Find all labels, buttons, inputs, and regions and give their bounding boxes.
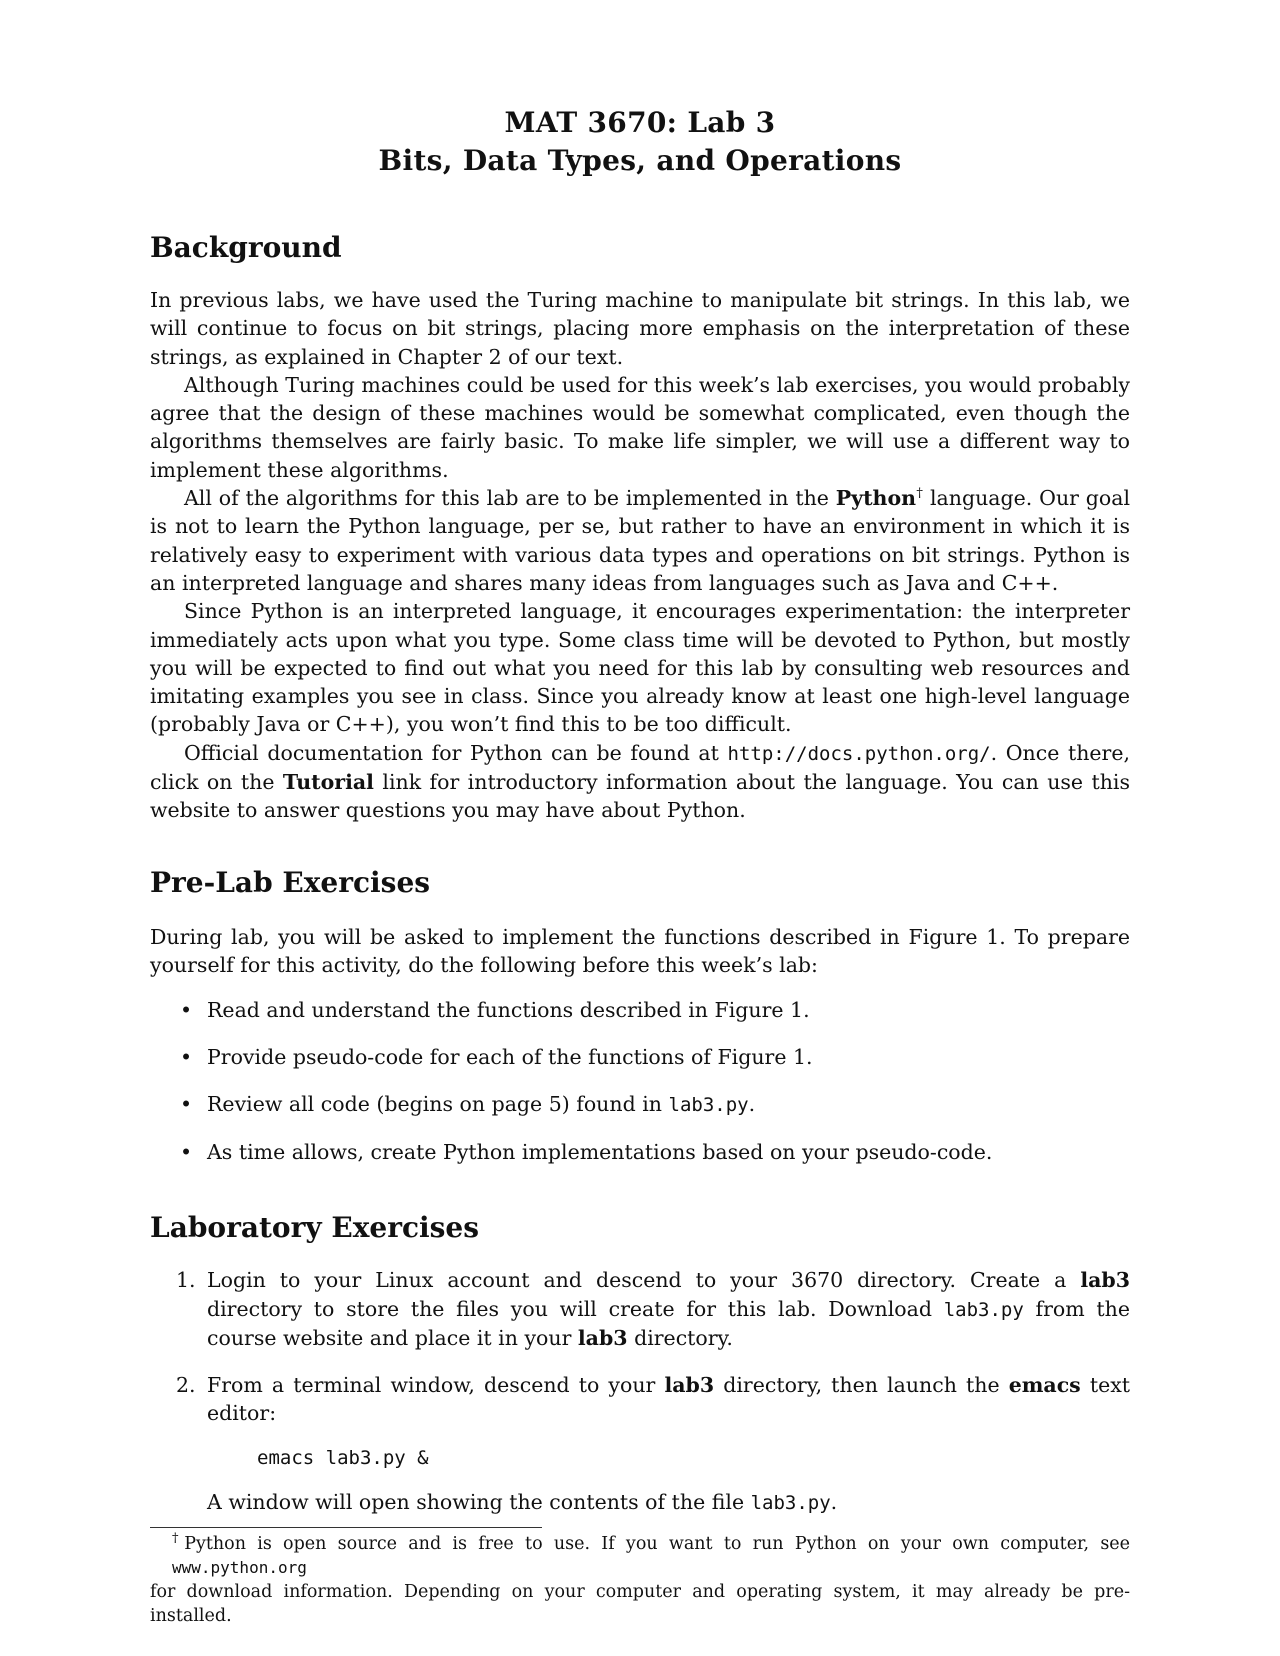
- python-term: Python: [835, 486, 917, 511]
- footnote: †Python is open source and is free to use. If you want to run Python on your own computer, see www.python.org for download information. Depending on your computer and operating system, it may already be pre-installed.: [150, 1531, 1131, 1626]
- prelab-heading: Pre-Lab Exercises: [150, 865, 431, 899]
- laboratory-steps: [150, 1266, 1130, 1517]
- step-1: 1. Login to your Linux account and descend to your 3670 directory. Create a lab3 directory to store the files you will create for this lab. Download lab3.py from the course website and place it in your lab3 directory.: [176, 1268, 1130, 1350]
- docs-url-link[interactable]: http://docs.python.org/: [727, 742, 991, 765]
- step-number: 1.: [176, 1268, 196, 1293]
- background-paragraph-2: Although Turing machines could be used for this week’s lab exercises, you would probably agree that the design of these machines would be somewhat complicated, even though the algorithms themselves are fairly basic. To make life simpler, we will use a different way to implement these algorithms.: [150, 372, 1130, 482]
- prelab-intro: During lab, you will be asked to implement the functions described in Figure 1. To prepare yourself for this activity, do the following before this week’s lab:: [150, 924, 1130, 977]
- filename-code: lab3.py: [668, 1094, 749, 1117]
- document-page: [150, 0, 1130, 1517]
- tutorial-term: Tutorial: [282, 770, 374, 795]
- background-paragraph-3: All of the algorithms for this lab are to be implemented in the Python† language. Our goal is not to learn the Python language, per se, but rather to have an environment in which it is relatively easy to experiment with various data types and operations on bit strings. Python is an interpreted language and shares many ideas from languages such as Java and C++.: [150, 486, 1131, 595]
- python-org-link[interactable]: www.python.org: [172, 1558, 307, 1577]
- background-paragraph-5: Official documentation for Python can be found at http://docs.python.org/. Once there, click on the Tutorial link for introductory information about the language. You can use this website to answer questions you may have about Python.: [150, 740, 1131, 823]
- background-paragraph-4: Since Python is an interpreted language, it encourages experimentation: the interpreter immediately acts upon what you type. Some class time will be devoted to Python, but mostly you will be expected to find out what you need for this lab by consulting web resources and imitating examples you see in class. Since you already know at least one high-level language (probably Java or C++), you won’t find this to be too difficult.: [150, 599, 1130, 737]
- title-line-1: MAT 3670: Lab 3: [504, 106, 776, 139]
- footnote-symbol: †: [172, 1531, 185, 1547]
- document-title: [150, 104, 1130, 180]
- list-item: • Provide pseudo-code for each of the functions of Figure 1.: [150, 1043, 1130, 1071]
- background-heading: Background: [150, 231, 342, 264]
- step-2-after: A window will open showing the contents of the file lab3.py.: [207, 1489, 838, 1514]
- step-2: 2. From a terminal window, descend to your lab3 directory, then launch the emacs text editor: emacs lab3.py & A window will open showing the contents of the file lab3.py.: [150, 1371, 1130, 1517]
- footnote-mark: †: [916, 486, 924, 502]
- command-code-block: emacs lab3.py &: [257, 1446, 429, 1469]
- background-paragraph-1: In previous labs, we have used the Turing machine to manipulate bit strings. In this lab, we will continue to focus on bit strings, placing more emphasis on the interpretation of these strings, as explained in Chapter 2 of our text.: [150, 288, 1130, 369]
- step-number: 2.: [176, 1373, 196, 1398]
- list-item: • Review all code (begins on page 5) found in lab3.py.: [150, 1090, 1130, 1119]
- list-item: • As time allows, create Python implementations based on your pseudo-code.: [150, 1138, 1130, 1166]
- footnote-divider: [150, 1527, 542, 1528]
- list-item: • Read and understand the functions described in Figure 1.: [150, 996, 1130, 1024]
- background-section: [150, 286, 1130, 825]
- laboratory-heading: Laboratory Exercises: [150, 1211, 479, 1245]
- title-line-2: Bits, Data Types, and Operations: [378, 144, 902, 177]
- prelab-list: [150, 996, 1130, 1166]
